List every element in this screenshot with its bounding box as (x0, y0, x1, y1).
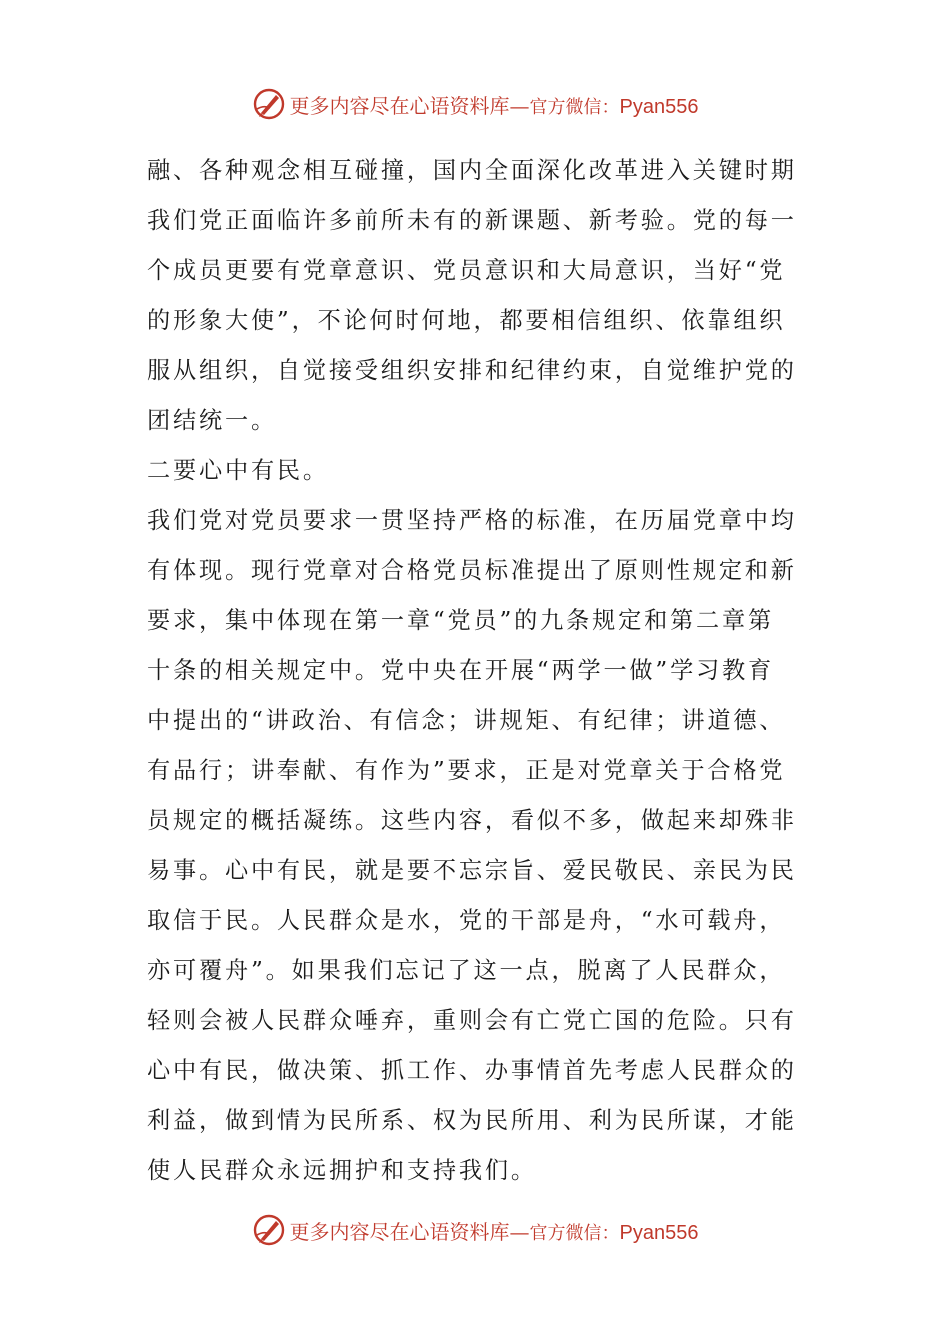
section-heading: 二要心中有民。 (147, 457, 329, 484)
footer-slogan: 更多内容尽在心语资料库 (289, 1219, 510, 1244)
text-line: 中提出的“讲政治、有信念；讲规矩、有纪律；讲道德、 (147, 707, 786, 734)
header-dash: — (509, 93, 530, 118)
text-line: 轻则会被人民群众唾弃，重则会有亡党亡国的危险。只有 (147, 1007, 797, 1034)
text-line: 亦可覆舟”。如果我们忘记了这一点，脱离了人民群众， (147, 957, 786, 984)
text-line: 十条的相关规定中。党中央在开展“两学一做”学习教育 (147, 657, 775, 684)
header-wechat-label: 官方微信： (529, 96, 620, 118)
text-line: 个成员更要有党章意识、党员意识和大局意识，当好“党 (147, 257, 786, 284)
text-line: 易事。心中有民，就是要不忘宗旨、爱民敬民、亲民为民 (147, 857, 797, 884)
text-line: 要求，集中体现在第一章“党员”的九条规定和第二章第 (147, 607, 775, 634)
text-line: 我们党正面临许多前所未有的新课题、新考验。党的每一 (147, 207, 797, 234)
text-line: 团结统一。 (147, 407, 277, 434)
text-line: 心中有民，做决策、抓工作、办事情首先考虑人民群众的 (147, 1057, 797, 1084)
pen-logo-icon (252, 87, 286, 121)
text-line: 我们党对党员要求一贯坚持严格的标准，在历届党章中均 (147, 507, 797, 534)
footer-wechat-label: 官方微信： (529, 1222, 620, 1244)
text-line: 员规定的概括凝练。这些内容，看似不多，做起来却殊非 (147, 807, 797, 834)
text-line: 融、各种观念相互碰撞，国内全面深化改革进入关键时期 (147, 157, 797, 184)
body-text (147, 146, 807, 1196)
text-line: 服从组织，自觉接受组织安排和纪律约束，自觉维护党的 (147, 357, 797, 384)
header-banner (0, 84, 950, 124)
text-line: 利益，做到情为民所系、权为民所用、利为民所谋，才能 (147, 1107, 797, 1134)
pen-logo-icon (252, 1213, 286, 1247)
text-line: 使人民群众永远拥护和支持我们。 (147, 1157, 537, 1184)
text-line: 有品行；讲奉献、有作为”要求，正是对党章关于合格党 (147, 757, 786, 784)
header-wechat-id: Pyan556 (619, 95, 699, 118)
text-line: 有体现。现行党章对合格党员标准提出了原则性规定和新 (147, 557, 797, 584)
footer-dash: — (509, 1219, 530, 1244)
text-line: 的形象大使”，不论何时何地，都要相信组织、依靠组织 (147, 307, 786, 334)
text-line: 取信于民。人民群众是水，党的干部是舟，“水可载舟， (147, 907, 786, 934)
footer-wechat-id: Pyan556 (619, 1221, 699, 1244)
header-slogan: 更多内容尽在心语资料库 (289, 93, 510, 118)
footer-banner (0, 1210, 950, 1250)
